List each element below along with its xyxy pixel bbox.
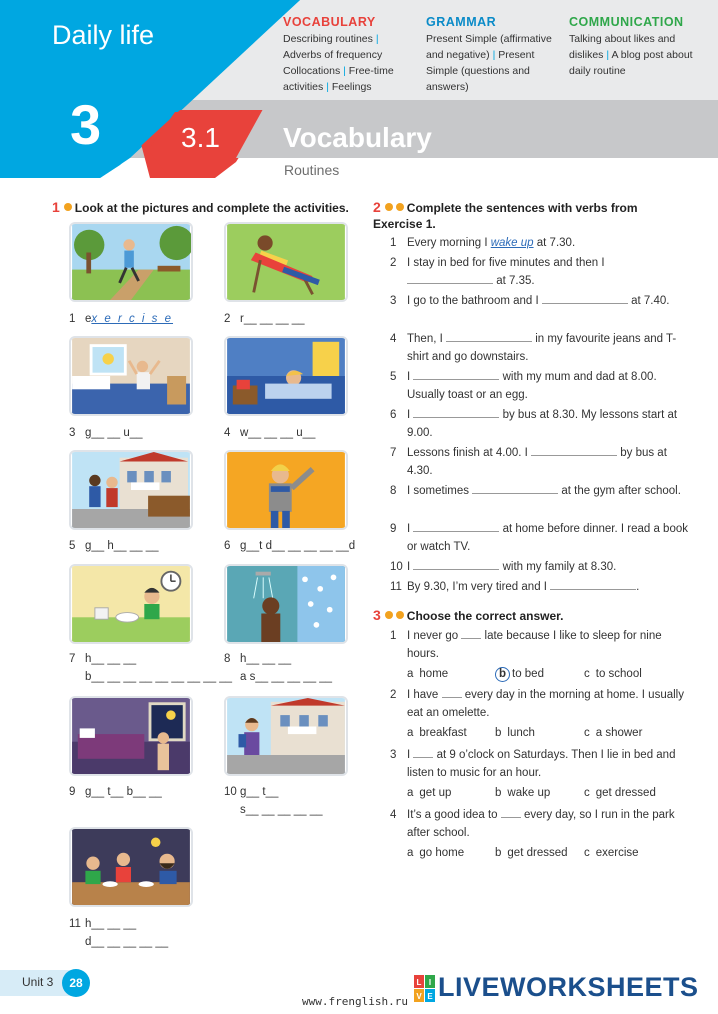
exercise3-question-3: 3 I at 9 o’clock on Saturdays. Then I lie in bed and listen to music for an hour. bbox=[390, 749, 676, 779]
option-b[interactable]: b get dressed bbox=[495, 847, 568, 859]
difficulty-dot-icon bbox=[385, 611, 393, 619]
item-11-caption[interactable]: 11 h__ __ __ d__ __ __ __ __ bbox=[69, 918, 169, 948]
option-c[interactable]: c a shower bbox=[584, 727, 643, 739]
exercise2-sentence-5: 5 I with my mum and dad at 8.00. Usually toast or an egg. bbox=[390, 368, 690, 404]
exercise2-sentence-6: 6 I by bus at 8.30. My lessons start at 9.00. bbox=[390, 406, 690, 442]
option-a[interactable]: a home bbox=[407, 668, 449, 680]
exercise2-heading: 2 Complete the sentences with verbs from Exercise 1. bbox=[373, 199, 638, 231]
exercise2-sentence-2: 2 I stay in bed for five minutes and then I at 7.35. bbox=[390, 254, 690, 290]
sentence-number: 11 bbox=[390, 581, 402, 593]
section-title: Vocabulary bbox=[283, 122, 432, 153]
answer-blank[interactable] bbox=[446, 331, 532, 342]
item-7-caption[interactable]: 7 h__ __ __ b__ __ __ __ __ __ __ __ __ bbox=[69, 653, 233, 683]
sentence-number: 10 bbox=[390, 561, 403, 573]
sentence-number: 2 bbox=[390, 257, 397, 269]
sentence-number: 7 bbox=[390, 447, 397, 459]
grammar-summary bbox=[426, 14, 554, 95]
sentence-number: 3 bbox=[390, 295, 397, 307]
option-c[interactable]: c exercise bbox=[584, 847, 639, 859]
difficulty-dot-icon bbox=[385, 203, 393, 211]
item-8-caption[interactable]: 8 h__ __ __ a s__ __ __ __ __ bbox=[224, 653, 333, 683]
answer-blank[interactable] bbox=[531, 445, 617, 456]
exercise1-heading: 1 Look at the pictures and complete the activities. bbox=[52, 199, 349, 215]
exercise2-sentence-10: 10 I with my family at 8.30. bbox=[390, 558, 690, 576]
answer-blank[interactable] bbox=[542, 293, 628, 304]
picture-go-to-bed bbox=[69, 696, 193, 776]
picture-relax bbox=[224, 222, 348, 302]
sentence-number: 9 bbox=[390, 523, 397, 535]
option-c[interactable]: c to school bbox=[584, 668, 642, 680]
picture-have-breakfast bbox=[69, 564, 193, 644]
answer-blank[interactable] bbox=[413, 559, 499, 570]
option-b[interactable]: b wake up bbox=[495, 787, 551, 799]
exercise3-question-2: 2 I have every day in the morning at home. I usually eat an omelette. bbox=[390, 689, 684, 719]
item-4-caption[interactable]: 4 w__ __ __ u__ bbox=[224, 427, 316, 439]
communication-summary bbox=[569, 14, 709, 79]
exercise2-sentence-4: 4 Then, I in my favourite jeans and T-shirt and go downstairs. bbox=[390, 330, 690, 366]
unit-number: 3 bbox=[70, 93, 102, 156]
picture-go-home bbox=[69, 450, 193, 530]
exercise3-question-4: 4 It’s a good idea to every day, so I run in the park after school. bbox=[390, 809, 675, 839]
sentence-number: 8 bbox=[390, 485, 397, 497]
liveworksheets-brand: LIVEWORKSHEETS bbox=[438, 972, 699, 1002]
answer-blank[interactable] bbox=[472, 483, 558, 494]
unit-label: Unit 3 bbox=[22, 975, 54, 989]
grammar-heading: GRAMMAR bbox=[426, 15, 497, 29]
picture-have-a-shower bbox=[224, 564, 348, 644]
question-gap bbox=[413, 747, 433, 758]
vocabulary-summary bbox=[283, 14, 419, 95]
picture-get-up bbox=[69, 336, 193, 416]
item-9-caption[interactable]: 9 g__ t__ b__ __ bbox=[69, 786, 162, 798]
question-gap bbox=[442, 687, 462, 698]
communication-heading: COMMUNICATION bbox=[569, 15, 684, 29]
option-a[interactable]: a breakfast bbox=[407, 727, 467, 739]
picture-wake-up bbox=[224, 336, 348, 416]
svg-text:E: E bbox=[427, 992, 433, 1001]
page-number: 28 bbox=[62, 969, 90, 997]
option-a[interactable]: a go home bbox=[407, 847, 465, 859]
option-c[interactable]: c get dressed bbox=[584, 787, 656, 799]
lesson-number: 3.1 bbox=[181, 122, 220, 153]
answer-blank[interactable] bbox=[407, 273, 493, 284]
vocabulary-items: Describing routines | Adverbs of frequency Collocations | Free-time activities | Feelings bbox=[283, 33, 394, 93]
question-gap bbox=[461, 628, 481, 639]
item-5-caption[interactable]: 5 g__ h__ __ __ bbox=[69, 540, 159, 552]
item-10-caption[interactable]: 10 g__ t__ s__ __ __ __ __ bbox=[224, 786, 323, 816]
sentence-number: 4 bbox=[390, 333, 397, 345]
picture-exercise bbox=[69, 222, 193, 302]
exercise2-sentence-1: 1 Every morning I wake up at 7.30. bbox=[390, 234, 690, 252]
picture-get-dressed bbox=[224, 450, 348, 530]
exercise2-sentence-8: 8 I sometimes at the gym after school. bbox=[390, 482, 690, 500]
difficulty-dot-icon bbox=[396, 203, 404, 211]
liveworksheets-logo-icon bbox=[414, 975, 436, 1003]
picture-have-dinner bbox=[69, 827, 193, 907]
item-2-caption[interactable]: 2 r__ __ __ __ bbox=[224, 313, 305, 325]
option-a[interactable]: a get up bbox=[407, 787, 452, 799]
exercise3-heading: 3 Choose the correct answer. bbox=[373, 607, 564, 623]
vocabulary-heading: VOCABULARY bbox=[283, 15, 376, 29]
section-subtitle: Routines bbox=[284, 162, 340, 178]
grammar-items: Present Simple (affirmative and negative) | Present Simple (questions and answers) bbox=[426, 33, 552, 93]
exercise2-sentence-11: 11 By 9.30, I’m very tired and I . bbox=[390, 578, 690, 596]
answer-blank[interactable] bbox=[550, 579, 636, 590]
sentence-number: 1 bbox=[390, 237, 397, 249]
exercise3-question-1: 1 I never go late because I like to sleep for nine hours. bbox=[390, 630, 662, 660]
item-3-caption[interactable]: 3 g__ __ u__ bbox=[69, 427, 143, 439]
svg-text:V: V bbox=[416, 992, 422, 1001]
exercise2-sentence-9: 9 I at home before dinner. I read a book or watch TV. bbox=[390, 520, 690, 556]
sentence-number: 6 bbox=[390, 409, 397, 421]
exercise2-sentence-7: 7 Lessons finish at 4.00. I by bus at 4.30. bbox=[390, 444, 690, 480]
option-b[interactable]: b lunch bbox=[495, 727, 535, 739]
answer-blank[interactable] bbox=[413, 369, 499, 380]
svg-text:L: L bbox=[416, 978, 422, 987]
item-1-caption: 1 ex e r c i s e bbox=[69, 313, 174, 325]
option-b[interactable]: b to bed bbox=[495, 665, 544, 683]
picture-go-to-school bbox=[224, 696, 348, 776]
svg-text:I: I bbox=[428, 978, 432, 987]
answer-blank[interactable] bbox=[413, 521, 499, 532]
item-6-caption[interactable]: 6 g__t d__ __ __ __ __d bbox=[224, 540, 356, 552]
item-1-answer[interactable]: x e r c i s e bbox=[91, 313, 174, 325]
sentence-number: 5 bbox=[390, 371, 397, 383]
unit-title: Daily life bbox=[52, 20, 155, 50]
communication-items: Talking about likes and dislikes | A blog post about daily routine bbox=[569, 33, 693, 77]
answer-blank[interactable] bbox=[413, 407, 499, 418]
exercise2-sentence-3: 3 I go to the bathroom and I at 7.40. bbox=[390, 292, 690, 310]
sentence-answer[interactable]: wake up bbox=[490, 237, 534, 249]
question-gap bbox=[501, 807, 521, 818]
difficulty-dot-icon bbox=[64, 203, 72, 211]
source-url: www.frenglish.ru bbox=[302, 995, 408, 1008]
selected-answer-circle: b bbox=[495, 667, 510, 682]
difficulty-dot-icon bbox=[396, 611, 404, 619]
